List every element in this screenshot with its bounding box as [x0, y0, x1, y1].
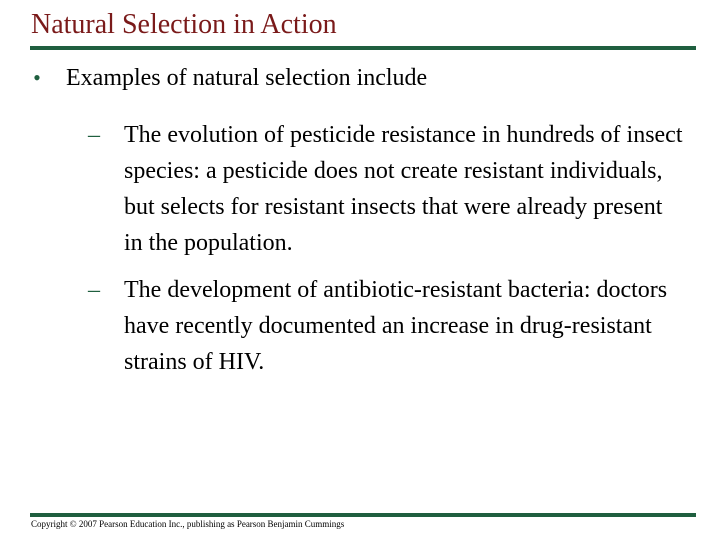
slide-title: Natural Selection in Action [31, 9, 337, 40]
bullet-text: Examples of natural selection include [66, 65, 428, 91]
sub-bullet-text: The development of antibiotic-resistant bacteria: doctors have recently documented an increase in drug-resistant strains of HIV. [124, 277, 668, 375]
bullet-icon: • [33, 65, 41, 90]
dash-icon: – [88, 277, 100, 303]
title-divider [30, 46, 696, 50]
dash-icon: – [88, 122, 100, 148]
copyright-notice: Copyright © 2007 Pearson Education Inc., publishing as Pearson Benjamin Cummings [31, 519, 345, 529]
footer-divider [30, 513, 696, 517]
sub-bullet-text: The evolution of pesticide resistance in hundreds of insect species: a pesticide does not create resistant individuals, but selects for resistant insects that were already present in the population. [124, 122, 683, 256]
